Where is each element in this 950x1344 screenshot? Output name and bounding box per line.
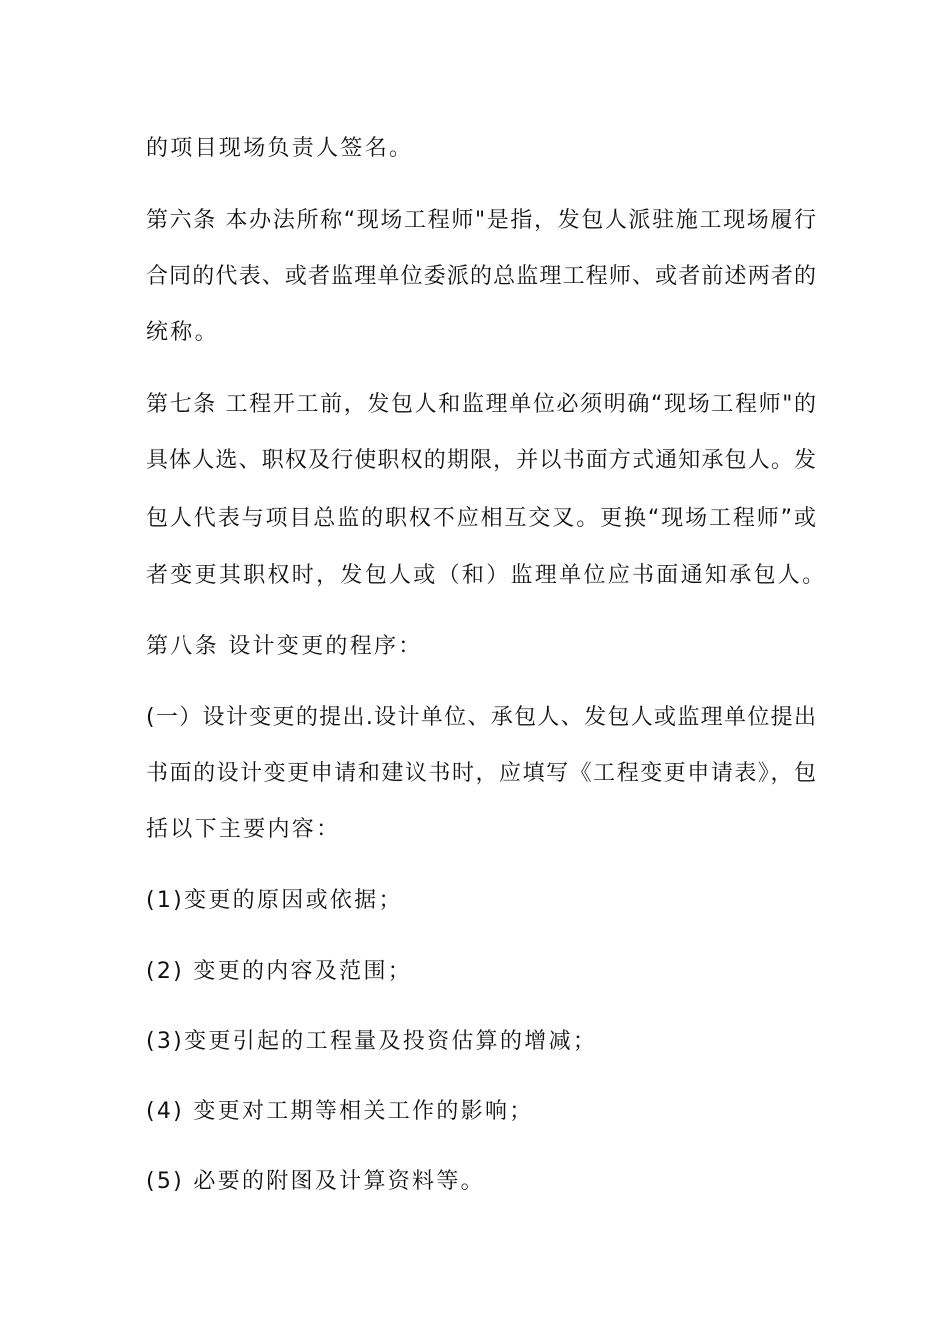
- article-6-line-3: 统称。: [146, 320, 219, 345]
- article-7-line-1: 第七条 工程开工前，发包人和监理单位必须明确“现场工程师"的: [146, 392, 816, 417]
- section-1-line-2: 书面的设计变更申请和建议书时，应填写《工程变更申请表》，包: [146, 761, 816, 786]
- text-line-1: 的项目现场负责人签名。: [146, 136, 414, 161]
- article-6-line-1: 第六条 本办法所称“现场工程师"是指，发包人派驻施工现场履行: [146, 208, 816, 233]
- list-item-3: (3)变更引起的工程量及投资估算的增减；: [146, 1029, 598, 1054]
- section-1-line-1: (一）设计变更的提出.设计单位、承包人、发包人或监理单位提出: [146, 705, 816, 730]
- section-1-line-3: 括以下主要内容：: [146, 817, 341, 842]
- article-7-line-3: 包人代表与项目总监的职权不应相互交叉。更换“现场工程师”或: [146, 506, 816, 531]
- article-6-line-2: 合同的代表、或者监理单位委派的总监理工程师、或者前述两者的: [146, 264, 816, 289]
- list-item-1: (1)变更的原因或依据；: [146, 888, 403, 913]
- article-8-heading: 第八条 设计变更的程序：: [146, 634, 423, 659]
- article-7-line-4: 者变更其职权时，发包人或（和）监理单位应书面通知承包人。: [146, 563, 827, 588]
- article-7-line-2: 具体人选、职权及行使职权的期限，并以书面方式通知承包人。发: [146, 448, 816, 473]
- list-item-4: (4) 变更对工期等相关工作的影响；: [146, 1099, 534, 1124]
- list-item-5: (5) 必要的附图及计算资料等。: [146, 1169, 485, 1194]
- list-item-2: (2) 变更的内容及范围；: [146, 959, 413, 984]
